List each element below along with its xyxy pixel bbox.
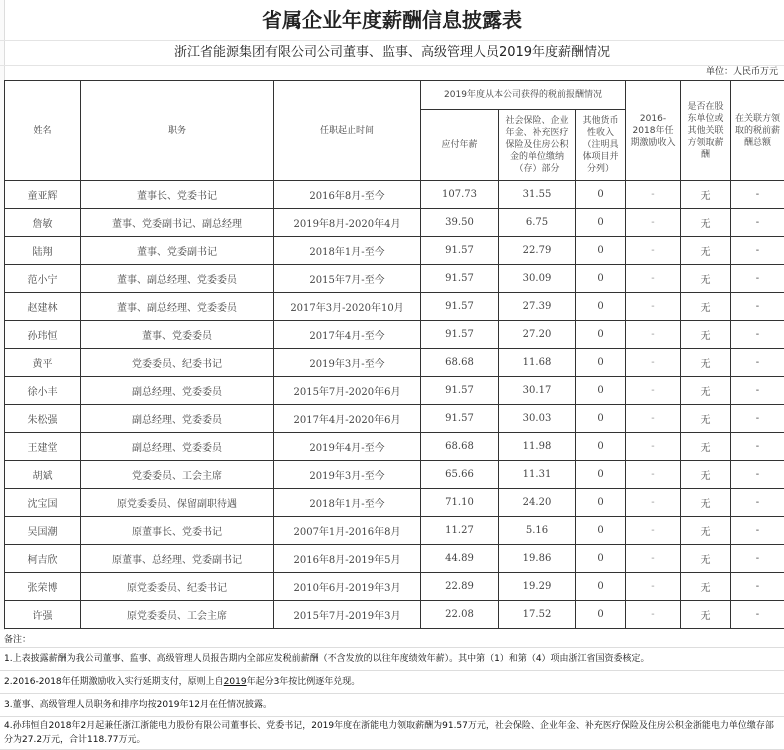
cell-salary: 68.68	[421, 349, 499, 377]
cell-other: 0	[576, 321, 626, 349]
cell-position: 副总经理、党委委员	[81, 405, 274, 433]
note-4: 4.孙玮恒自2018年2月起兼任浙江浙能电力股份有限公司董事长、党委书记，2019年度在浙能电力领取薪酬为91.57万元，社会保险、企业年金、补充医疗保险及住房公积金浙能电力单位缴存部分为27.2万元，合计118.77万元。	[0, 717, 784, 750]
cell-name: 范小宁	[5, 265, 81, 293]
table-row	[5, 461, 784, 489]
cell-shareholder: 无	[681, 573, 731, 601]
cell-other: 0	[576, 293, 626, 321]
note-3: 3.董事、高级管理人员职务和排序均按2019年12月在任情况披露。	[0, 694, 784, 717]
cell-related: -	[731, 237, 784, 265]
cell-position: 党委委员、纪委书记	[81, 349, 274, 377]
cell-position: 原党委委员、保留副职待遇	[81, 489, 274, 517]
cell-related: -	[731, 265, 784, 293]
cell-social: 19.86	[499, 545, 576, 573]
cell-incentive: -	[626, 433, 681, 461]
cell-social: 24.20	[499, 489, 576, 517]
cell-incentive: -	[626, 265, 681, 293]
cell-social: 5.16	[499, 517, 576, 545]
cell-shareholder: 无	[681, 545, 731, 573]
cell-social: 11.68	[499, 349, 576, 377]
cell-social: 30.17	[499, 377, 576, 405]
salary-table	[4, 80, 784, 629]
note-2-year: 2019	[224, 677, 247, 687]
cell-salary: 91.57	[421, 377, 499, 405]
table-row	[5, 517, 784, 545]
cell-social: 19.29	[499, 573, 576, 601]
cell-other: 0	[576, 433, 626, 461]
header-incentive: 2016-2018年任期激励收入	[626, 81, 681, 181]
cell-other: 0	[576, 377, 626, 405]
cell-name: 童亚辉	[5, 181, 81, 209]
cell-incentive: -	[626, 349, 681, 377]
cell-term: 2016年8月-至今	[274, 181, 421, 209]
cell-social: 22.79	[499, 237, 576, 265]
cell-incentive: -	[626, 321, 681, 349]
cell-name: 许强	[5, 601, 81, 629]
cell-term: 2015年7月-至今	[274, 265, 421, 293]
table-row	[5, 377, 784, 405]
cell-salary: 91.57	[421, 265, 499, 293]
cell-position: 董事、副总经理、党委委员	[81, 293, 274, 321]
cell-position: 董事、副总经理、党委委员	[81, 265, 274, 293]
cell-other: 0	[576, 489, 626, 517]
cell-position: 原党委委员、纪委书记	[81, 573, 274, 601]
cell-other: 0	[576, 237, 626, 265]
cell-related: -	[731, 405, 784, 433]
cell-salary: 91.57	[421, 321, 499, 349]
cell-term: 2007年1月-2016年8月	[274, 517, 421, 545]
cell-incentive: -	[626, 517, 681, 545]
note-1: 1.上表披露薪酬为我公司董事、监事、高级管理人员报告期内全部应发税前薪酬（不含发放的以往年度绩效年薪）。其中第（1）和第（4）项由浙江省国资委核定。	[0, 648, 784, 671]
cell-incentive: -	[626, 461, 681, 489]
cell-term: 2016年8月-2019年5月	[274, 545, 421, 573]
cell-shareholder: 无	[681, 237, 731, 265]
cell-shareholder: 无	[681, 321, 731, 349]
table-row	[5, 405, 784, 433]
note-2-b: 年起分3年按比例逐年兑现。	[247, 677, 361, 687]
cell-shareholder: 无	[681, 209, 731, 237]
cell-other: 0	[576, 209, 626, 237]
cell-salary: 91.57	[421, 237, 499, 265]
cell-social: 17.52	[499, 601, 576, 629]
cell-name: 吴国潮	[5, 517, 81, 545]
cell-social: 6.75	[499, 209, 576, 237]
cell-incentive: -	[626, 181, 681, 209]
cell-name: 张荣博	[5, 573, 81, 601]
cell-incentive: -	[626, 573, 681, 601]
cell-position: 董事长、党委书记	[81, 181, 274, 209]
cell-shareholder: 无	[681, 181, 731, 209]
cell-term: 2019年4月-至今	[274, 433, 421, 461]
cell-other: 0	[576, 405, 626, 433]
table-row	[5, 489, 784, 517]
cell-salary: 68.68	[421, 433, 499, 461]
table-row	[5, 321, 784, 349]
cell-salary: 107.73	[421, 181, 499, 209]
cell-related: -	[731, 573, 784, 601]
header-term: 任职起止时间	[274, 81, 421, 181]
cell-position: 副总经理、党委委员	[81, 377, 274, 405]
cell-term: 2018年1月-至今	[274, 237, 421, 265]
cell-name: 柯吉欣	[5, 545, 81, 573]
cell-term: 2015年7月-2020年6月	[274, 377, 421, 405]
cell-shareholder: 无	[681, 461, 731, 489]
cell-other: 0	[576, 545, 626, 573]
header-social: 社会保险、企业年金、补充医疗保险及住房公积金的单位缴纳（存）部分	[499, 110, 576, 181]
cell-incentive: -	[626, 405, 681, 433]
cell-salary: 22.89	[421, 573, 499, 601]
cell-name: 胡斌	[5, 461, 81, 489]
cell-shareholder: 无	[681, 601, 731, 629]
table-row	[5, 601, 784, 629]
cell-social: 27.20	[499, 321, 576, 349]
cell-incentive: -	[626, 293, 681, 321]
cell-related: -	[731, 377, 784, 405]
table-row	[5, 349, 784, 377]
cell-other: 0	[576, 601, 626, 629]
page-title: 省属企业年度薪酬信息披露表	[0, 0, 784, 41]
cell-position: 董事、党委副书记、副总经理	[81, 209, 274, 237]
cell-name: 徐小丰	[5, 377, 81, 405]
header-salary: 应付年薪	[421, 110, 499, 181]
table-row	[5, 293, 784, 321]
cell-position: 原董事长、党委书记	[81, 517, 274, 545]
notes	[0, 630, 784, 750]
cell-incentive: -	[626, 601, 681, 629]
cell-position: 党委委员、工会主席	[81, 461, 274, 489]
cell-shareholder: 无	[681, 489, 731, 517]
cell-name: 孙玮恒	[5, 321, 81, 349]
cell-term: 2019年3月-至今	[274, 461, 421, 489]
table-row	[5, 265, 784, 293]
cell-social: 27.39	[499, 293, 576, 321]
cell-term: 2017年3月-2020年10月	[274, 293, 421, 321]
cell-incentive: -	[626, 209, 681, 237]
cell-term: 2018年1月-至今	[274, 489, 421, 517]
cell-name: 詹敏	[5, 209, 81, 237]
cell-related: -	[731, 349, 784, 377]
cell-salary: 39.50	[421, 209, 499, 237]
cell-name: 王建堂	[5, 433, 81, 461]
cell-related: -	[731, 321, 784, 349]
cell-term: 2017年4月-至今	[274, 321, 421, 349]
cell-related: -	[731, 293, 784, 321]
cell-related: -	[731, 545, 784, 573]
cell-shareholder: 无	[681, 377, 731, 405]
cell-other: 0	[576, 517, 626, 545]
cell-term: 2010年6月-2019年3月	[274, 573, 421, 601]
cell-salary: 22.08	[421, 601, 499, 629]
cell-related: -	[731, 209, 784, 237]
cell-salary: 11.27	[421, 517, 499, 545]
cell-incentive: -	[626, 377, 681, 405]
table-row	[5, 433, 784, 461]
cell-related: -	[731, 461, 784, 489]
header-shareholder: 是否在股东单位或其他关联方领取薪酬	[681, 81, 731, 181]
cell-incentive: -	[626, 489, 681, 517]
cell-salary: 44.89	[421, 545, 499, 573]
cell-position: 原董事、总经理、党委副书记	[81, 545, 274, 573]
cell-social: 11.31	[499, 461, 576, 489]
cell-salary: 71.10	[421, 489, 499, 517]
table-row	[5, 209, 784, 237]
cell-shareholder: 无	[681, 265, 731, 293]
cell-related: -	[731, 489, 784, 517]
cell-name: 沈宝国	[5, 489, 81, 517]
cell-name: 朱松强	[5, 405, 81, 433]
cell-related: -	[731, 433, 784, 461]
header-related: 在关联方领取的税前薪酬总额	[731, 81, 784, 181]
cell-related: -	[731, 517, 784, 545]
cell-name: 黄平	[5, 349, 81, 377]
cell-social: 30.09	[499, 265, 576, 293]
cell-other: 0	[576, 461, 626, 489]
cell-other: 0	[576, 265, 626, 293]
cell-social: 30.03	[499, 405, 576, 433]
cell-term: 2015年7月-2019年3月	[274, 601, 421, 629]
cell-position: 副总经理、党委委员	[81, 433, 274, 461]
cell-incentive: -	[626, 545, 681, 573]
header-position: 职务	[81, 81, 274, 181]
header-name: 姓名	[5, 81, 81, 181]
cell-social: 31.55	[499, 181, 576, 209]
cell-name: 赵建林	[5, 293, 81, 321]
cell-related: -	[731, 601, 784, 629]
header-other: 其他货币性收入（注明具体项目并分列）	[576, 110, 626, 181]
page-subtitle: 浙江省能源集团有限公司公司董事、监事、高级管理人员2019年度薪酬情况	[0, 40, 784, 66]
table-row	[5, 545, 784, 573]
notes-label: 备注：	[0, 630, 784, 648]
cell-term: 2017年4月-2020年6月	[274, 405, 421, 433]
cell-term: 2019年8月-2020年4月	[274, 209, 421, 237]
cell-salary: 65.66	[421, 461, 499, 489]
cell-position: 董事、党委副书记	[81, 237, 274, 265]
cell-other: 0	[576, 573, 626, 601]
cell-social: 11.98	[499, 433, 576, 461]
cell-shareholder: 无	[681, 293, 731, 321]
cell-shareholder: 无	[681, 405, 731, 433]
cell-salary: 91.57	[421, 405, 499, 433]
table-row	[5, 237, 784, 265]
cell-salary: 91.57	[421, 293, 499, 321]
header-group: 2019年度从本公司获得的税前报酬情况	[421, 81, 626, 110]
note-2	[0, 671, 784, 694]
cell-related: -	[731, 181, 784, 209]
cell-term: 2019年3月-至今	[274, 349, 421, 377]
cell-shareholder: 无	[681, 349, 731, 377]
table-row	[5, 573, 784, 601]
cell-position: 原党委委员、工会主席	[81, 601, 274, 629]
cell-other: 0	[576, 349, 626, 377]
cell-shareholder: 无	[681, 517, 731, 545]
cell-incentive: -	[626, 237, 681, 265]
cell-position: 董事、党委委员	[81, 321, 274, 349]
cell-shareholder: 无	[681, 433, 731, 461]
unit-label: 单位：人民币万元	[706, 65, 778, 80]
cell-other: 0	[576, 181, 626, 209]
note-2-a: 2.2016-2018年任期激励收入实行延期支付，原则上自	[4, 677, 224, 687]
table-row	[5, 181, 784, 209]
cell-name: 陆翔	[5, 237, 81, 265]
